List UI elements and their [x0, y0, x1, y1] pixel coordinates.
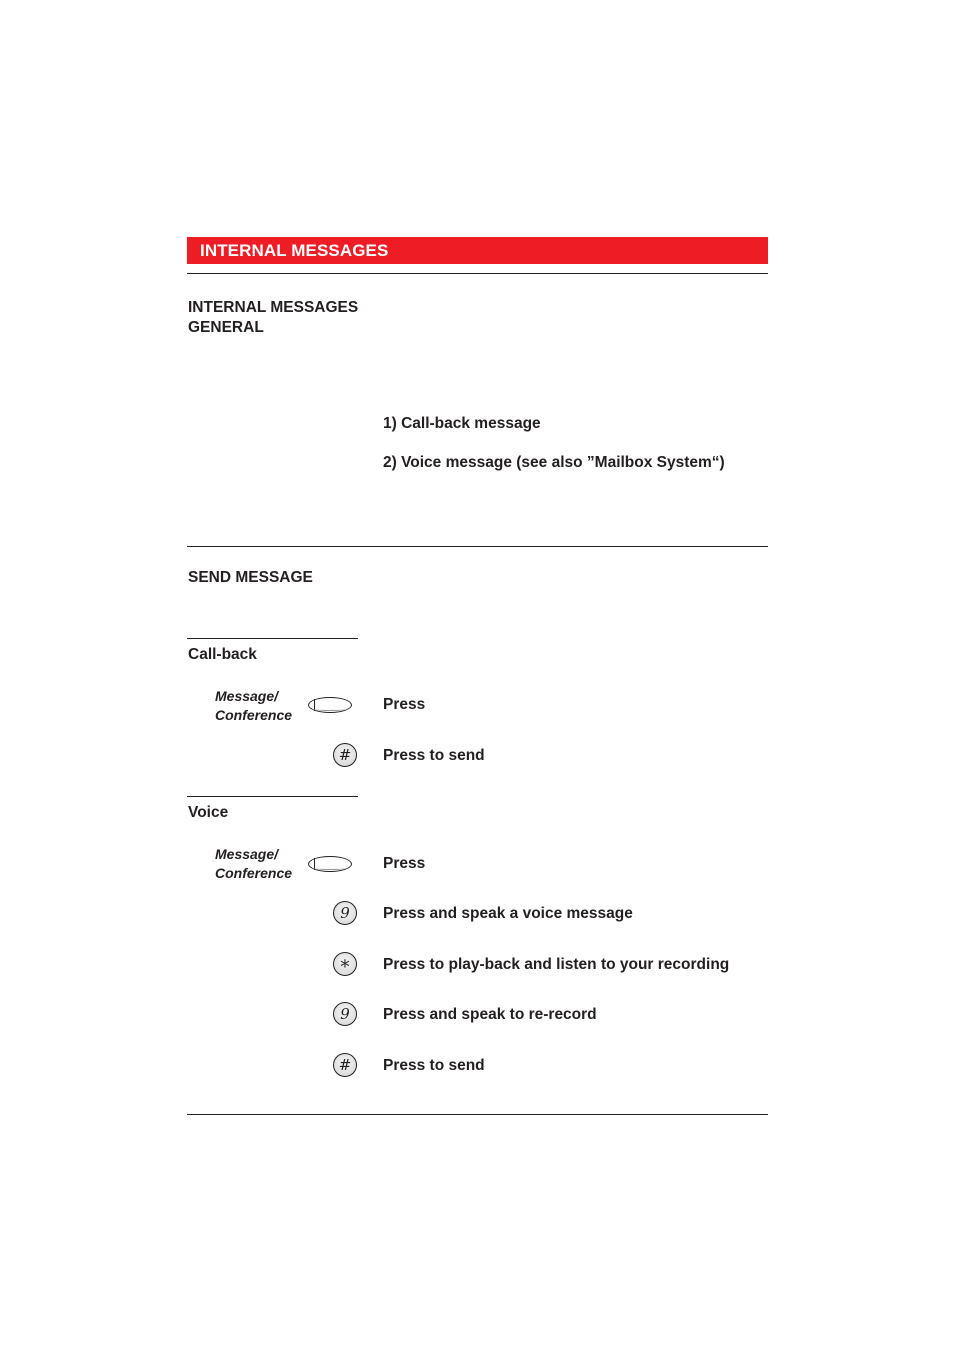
star-key-icon[interactable]: ∗	[333, 952, 357, 976]
hash-key-icon[interactable]: #	[333, 743, 357, 767]
hash-key-icon[interactable]: #	[333, 1053, 357, 1077]
message-conference-key-icon[interactable]	[308, 856, 352, 872]
message-conference-key-label	[215, 687, 292, 725]
subsection-divider	[187, 796, 358, 797]
section-banner	[187, 237, 768, 264]
step-text: Press to play-back and listen to your recording	[383, 956, 730, 973]
list-item-callback-message: 1) Call-back message	[383, 415, 541, 432]
step-text: Press	[383, 855, 426, 872]
list-item-voice-message: 2) Voice message (see also ”Mailbox System“)	[383, 454, 725, 471]
message-conference-key-label	[215, 845, 292, 883]
voice-title: Voice	[188, 804, 229, 821]
divider	[187, 546, 768, 547]
callback-title: Call-back	[188, 646, 257, 663]
step-text: Press to send	[383, 1057, 485, 1074]
divider	[187, 1114, 768, 1115]
divider	[187, 273, 768, 274]
key-label-line2: Conference	[215, 707, 293, 723]
step-text: Press to send	[383, 747, 485, 764]
key-label-line1: Message/	[215, 846, 279, 862]
general-heading-line1: INTERNAL MESSAGES	[188, 299, 359, 316]
general-heading-line2: GENERAL	[188, 319, 264, 336]
send-message-heading: SEND MESSAGE	[188, 569, 313, 586]
subsection-divider	[187, 638, 358, 639]
step-text: Press and speak a voice message	[383, 905, 633, 922]
nine-key-icon[interactable]: 9	[333, 1002, 357, 1026]
key-label-line2: Conference	[215, 865, 293, 881]
key-label-line1: Message/	[215, 688, 279, 704]
message-conference-key-icon[interactable]	[308, 697, 352, 713]
banner-title: INTERNAL MESSAGES	[200, 241, 389, 260]
step-text: Press and speak to re-record	[383, 1006, 597, 1023]
nine-key-icon[interactable]: 9	[333, 901, 357, 925]
step-text: Press	[383, 696, 426, 713]
